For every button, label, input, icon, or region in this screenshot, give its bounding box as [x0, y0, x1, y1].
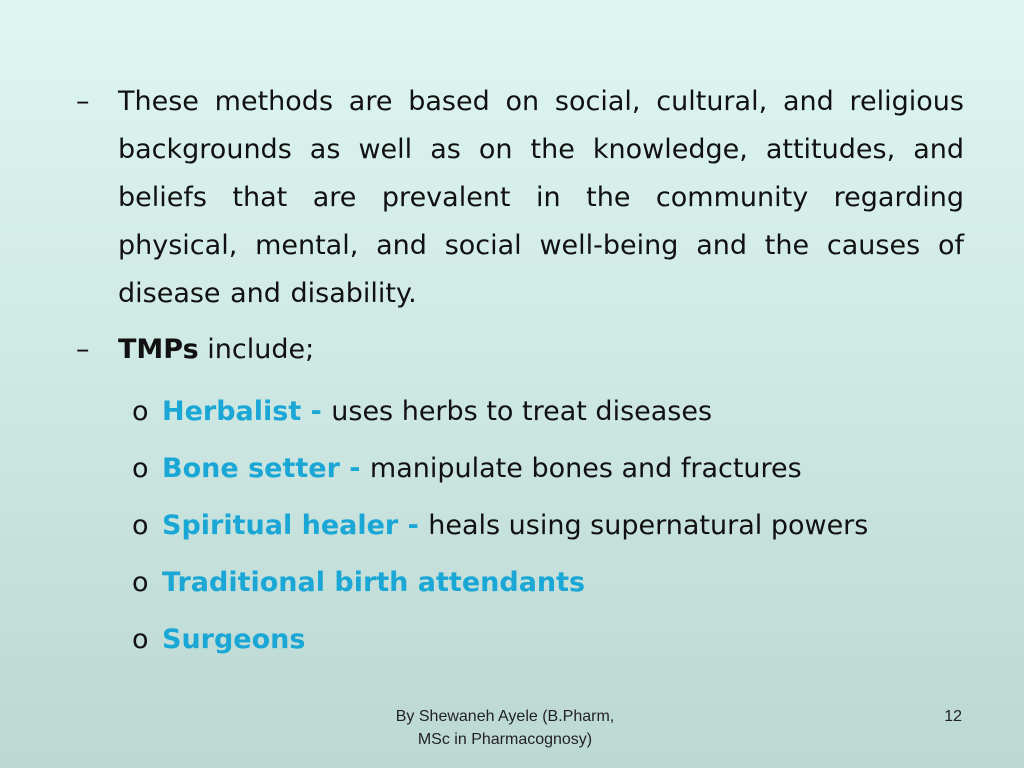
bullet-text: These methods are based on social, cultural, and religious backgrounds as well as on the knowledge, attitudes, and beliefs that are prevalent in the community regarding physical, mental, and social well-being and the causes of disease and disability. — [118, 86, 964, 309]
author-line: By Shewaneh Ayele (B.Pharm, — [395, 708, 615, 725]
list-item-herbalist — [132, 383, 964, 440]
term-description: uses herbs to treat diseases — [331, 396, 713, 427]
author-line: MSc in Pharmacognosy) — [417, 731, 593, 748]
circle-bullet-icon: o — [132, 396, 149, 427]
list-item-traditional-birth-attendants — [132, 554, 964, 611]
term-label: Spiritual healer - — [162, 510, 429, 541]
circle-bullet-icon: o — [132, 567, 149, 598]
term-label: Surgeons — [162, 624, 306, 655]
list-item-bone-setter — [132, 440, 964, 497]
term-label: Traditional birth attendants — [162, 567, 586, 598]
bullet-item-tmps — [76, 326, 964, 374]
list-item-spiritual-healer — [132, 497, 964, 554]
list-item-surgeons — [132, 611, 964, 668]
bullet-list — [76, 78, 964, 668]
circle-bullet-icon: o — [132, 510, 149, 541]
bullet-text: include; — [198, 334, 315, 365]
tmps-label: TMPs — [118, 334, 199, 365]
term-label: Herbalist - — [162, 396, 332, 427]
bullet-item-methods — [76, 78, 964, 318]
tmp-types-list — [76, 383, 964, 668]
dash-marker: – — [76, 334, 90, 365]
term-description: manipulate bones and fractures — [369, 453, 802, 484]
page-number: 12 — [944, 708, 962, 725]
term-label: Bone setter - — [162, 453, 370, 484]
footer-author — [355, 705, 655, 751]
circle-bullet-icon: o — [132, 624, 149, 655]
term-description: heals using supernatural powers — [428, 510, 869, 541]
circle-bullet-icon: o — [132, 453, 149, 484]
dash-marker: – — [76, 86, 90, 117]
